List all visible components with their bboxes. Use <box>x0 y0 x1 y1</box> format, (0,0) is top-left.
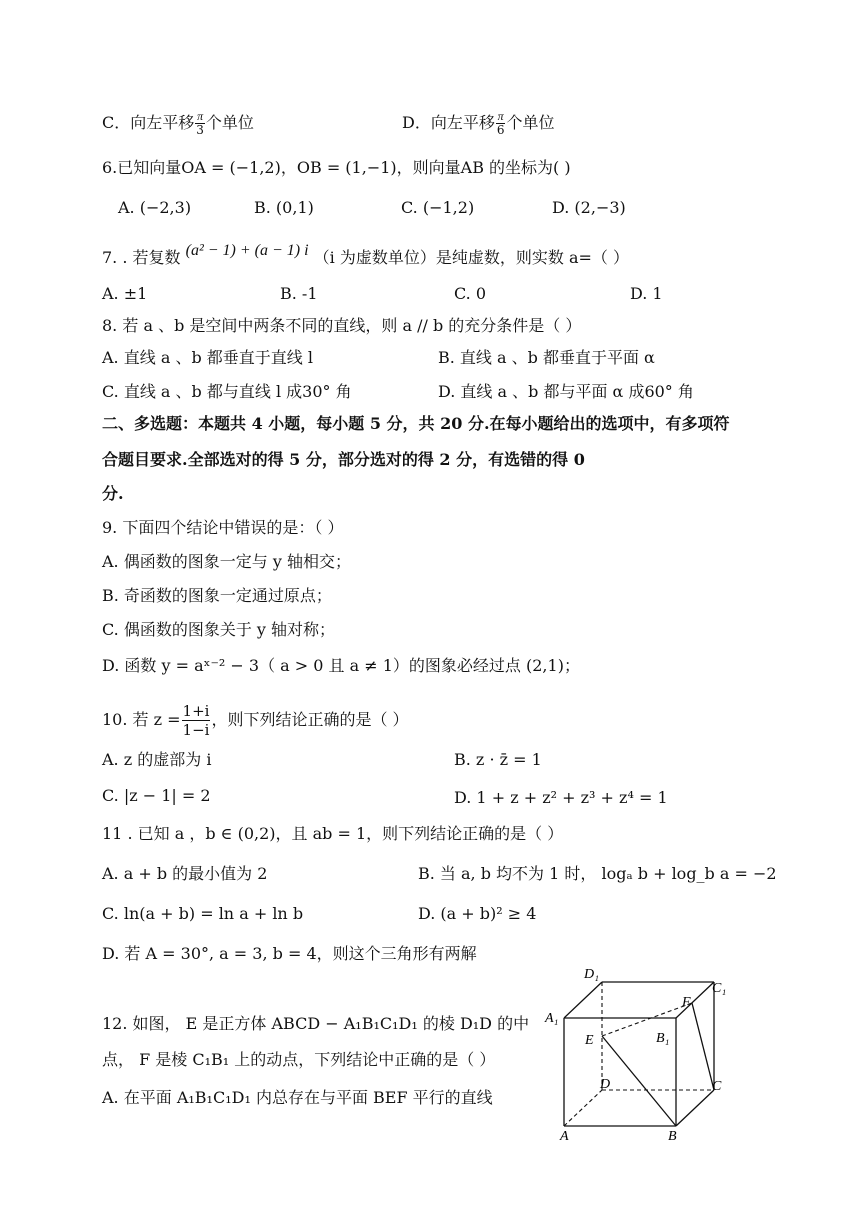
section2-heading-line3: 分. <box>102 484 124 503</box>
q10-option-c: C. |z − 1| = 2 <box>102 786 211 805</box>
label-b: B <box>668 1129 677 1144</box>
q8-option-d: D. 直线 a 、b 都与平面 α 成60° 角 <box>438 382 694 401</box>
q10-option-d: D. 1 + z + z² + z³ + z⁴ = 1 <box>454 788 668 807</box>
label-c1: C₁ <box>712 981 727 996</box>
pi-over-3-fraction: $\frac{\pi}{3}$ <box>196 109 204 137</box>
q8-option-a: A. 直线 a 、b 都垂直于直线 l <box>102 348 313 367</box>
edge-a1-d1 <box>564 982 602 1018</box>
label-b1: B₁ <box>656 1031 670 1046</box>
q8-option-c: C. 直线 a 、b 都与直线 l 成30° 角 <box>102 382 352 401</box>
segment-f-c <box>692 1003 714 1090</box>
q5-option-d: D．向左平移 $\frac{\pi}{6}$ 个单位 <box>402 109 555 137</box>
cube-figure <box>540 968 740 1148</box>
q10-option-a: A. z 的虚部为 i <box>102 750 212 769</box>
q11-option-b: B. 当 a, b 均不为 1 时， logₐ b + log_b a = −2 <box>418 864 777 883</box>
q5-option-c: C．向左平移 $\frac{\pi}{3}$ 个单位 <box>102 109 254 137</box>
q6-option-d: D. (2,−3) <box>552 198 626 217</box>
q10-fraction: $\frac{1+i}{1-i}$ <box>182 702 210 739</box>
q9-stem: 9. 下面四个结论中错误的是：（ ） <box>102 518 344 537</box>
hidden-segment-e-f <box>602 1003 692 1036</box>
q11-option-d: D. (a + b)² ≥ 4 <box>418 904 537 923</box>
label-d1: D₁ <box>584 968 599 982</box>
q7-option-b: B. -1 <box>280 284 318 303</box>
q9-option-b: B. 奇函数的图象一定通过原点； <box>102 586 332 605</box>
label-c: C <box>712 1079 722 1094</box>
q11-stem: 11 . 已知 a ，b ∈ (0,2)，且 ab = 1，则下列结论正确的是（ ） <box>102 824 564 843</box>
label-e: E <box>585 1033 594 1048</box>
q6-option-c: C. (−1,2) <box>401 198 475 217</box>
q11-option-c: C. ln(a + b) = ln a + ln b <box>102 904 304 923</box>
q9-option-d: D. 函数 y = aˣ⁻² − 3（ a > 0 且 a ≠ 1）的图象必经过点 (2,1)； <box>102 656 580 675</box>
section2-heading-line2: 合题目要求.全部选对的得 5 分，部分选对的得 2 分，有选错的得 0 <box>102 450 585 469</box>
q12-stem-line2: 点， F 是棱 C₁B₁ 上的动点，下列结论中正确的是（ ） <box>102 1050 496 1069</box>
hidden-edge-a-d <box>564 1090 602 1126</box>
label-f: F <box>682 995 691 1010</box>
q8-stem: 8. 若 a 、b 是空间中两条不同的直线，则 a // b 的充分条件是（ ） <box>102 316 582 335</box>
q10-option-b: B. z · z̄ = 1 <box>454 750 542 769</box>
q7-expression: (a² − 1) + (a − 1) i <box>185 242 309 259</box>
q7-stem: 7. . 若复数 (a² − 1) + (a − 1) i （i 为虚数单位）是纯虚数，则实数 a=（ ） <box>102 242 629 267</box>
q7-option-a: A. ±1 <box>102 284 148 303</box>
q11-option-a: A. a + b 的最小值为 2 <box>102 864 268 883</box>
q9-option-a: A. 偶函数的图象一定与 y 轴相交； <box>102 552 351 571</box>
q6-stem: 6.已知向量OA = (−1,2)，OB = (1,−1)，则向量AB 的坐标为( ) <box>102 158 571 177</box>
q8-option-b: B. 直线 a 、b 都垂直于平面 α <box>438 348 655 367</box>
section2-heading-line1: 二、多选题：本题共 4 小题，每小题 5 分，共 20 分.在每小题给出的选项中，有多项符 <box>102 414 730 433</box>
q9-option-c: C. 偶函数的图象关于 y 轴对称； <box>102 620 336 639</box>
q5-option-c-text: C．向左平移 <box>102 113 195 132</box>
edge-c-b <box>676 1090 714 1126</box>
q7-option-c: C. 0 <box>454 284 487 303</box>
q12-stem-line1: 12. 如图， E 是正方体 ABCD − A₁B₁C₁D₁ 的棱 D₁D 的中 <box>102 1014 530 1033</box>
segment-e-b <box>602 1036 676 1126</box>
pi-over-6-fraction: $\frac{\pi}{6}$ <box>496 109 505 137</box>
q12-option-a: A. 在平面 A₁B₁C₁D₁ 内总存在与平面 BEF 平行的直线 <box>102 1088 493 1107</box>
q6-option-b: B. (0,1) <box>254 198 314 217</box>
q10-stem: 10. 若 z = $\frac{1+i}{1-i}$ ，则下列结论正确的是（ ） <box>102 702 409 739</box>
q5-option-d-text: D．向左平移 <box>402 113 495 132</box>
label-d: D <box>600 1077 611 1092</box>
q11-option-e: D. 若 A = 30°, a = 3, b = 4，则这个三角形有两解 <box>102 944 477 963</box>
label-a1: A₁ <box>545 1011 559 1026</box>
q7-option-d: D. 1 <box>630 284 663 303</box>
q6-option-a: A. (−2,3) <box>118 198 192 217</box>
label-a: A <box>560 1129 569 1144</box>
